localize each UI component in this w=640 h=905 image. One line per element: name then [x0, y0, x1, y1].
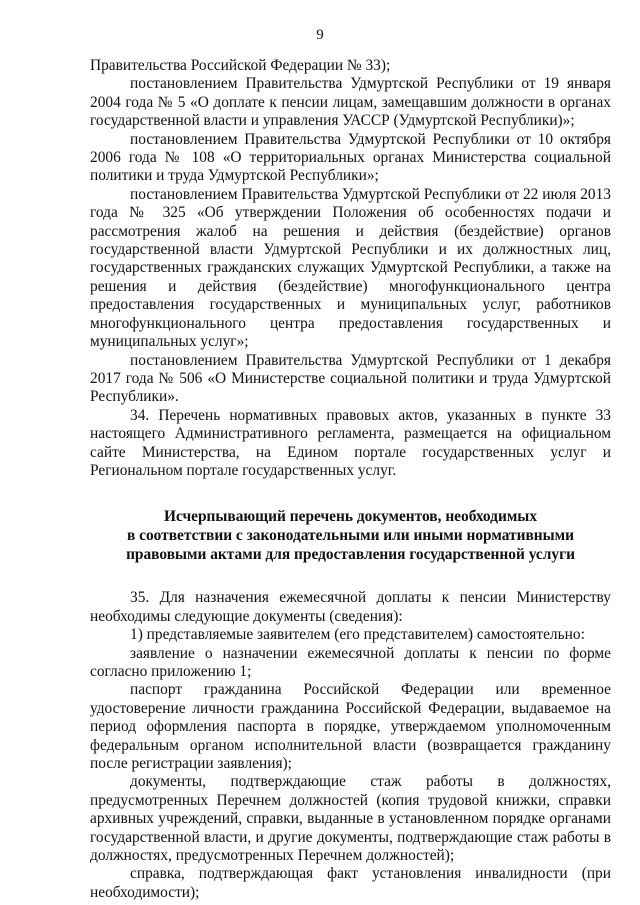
document-body [90, 57, 611, 902]
section-heading-line: правовыми актами для предоставления государственной услуги [126, 546, 575, 564]
paragraph-decree-2017: постановлением Правительства Удмуртской Республики от 1 декабря 2017 года № 506 «О Министерстве социальной политики и труда Удмуртской Республики». [90, 351, 611, 406]
section-heading-line: в соответствии с законодательными или иными нормативными [127, 527, 574, 545]
paragraph-passport: паспорт гражданина Российской Федерации или временное удостоверение личности гражданина Российской Федерации, выдаваемое на период оформления паспорта в порядке, утверждаемом уполномоченным федеральным органом исполнительной власти (возвращается гражданину после регистрации заявления); [90, 681, 611, 772]
paragraph-application: заявление о назначении ежемесячной доплаты к пенсии по форме согласно приложению 1; [90, 644, 611, 680]
section-heading [90, 507, 611, 564]
paragraph-disability-certificate: справка, подтверждающая факт установления инвалидности (при необходимости); [90, 865, 611, 901]
paragraph-decree-2013: постановлением Правительства Удмуртской Республики от 22 июля 2013 года № 325 «Об утверждении Положения об особенностях подачи и рассмотрения жалоб на решения и действия (бездействие) органов государственной власти Удмуртской Республики и их должностных лиц, государственных гражданских служащих Удмуртской Республики, а также на решения и действия (бездействие) многофункционального центра предоставления государственных и муниципальных услуг, работников многофункционального центра предоставления государственных и муниципальных услуг»; [90, 185, 611, 351]
paragraph-decree-2006: постановлением Правительства Удмуртской Республики от 10 октября 2006 года № 108 «О территориальных органах Министерства социальной политики и труда Удмуртской Республики»; [90, 130, 611, 185]
paragraph-item-35: 35. Для назначения ежемесячной доплаты к пенсии Министерству необходимы следующие документы (сведения): [90, 589, 611, 625]
paragraph-item-34: 34. Перечень нормативных правовых актов, указанных в пункте 33 настоящего Административного регламента, размещается на официальном сайте Министерства, на Едином портале государственных услуг и Региональном портале государственных услуг. [90, 406, 611, 479]
page-number: 9 [316, 27, 324, 43]
paragraph-continuation: Правительства Российской Федерации № 33); [90, 57, 391, 74]
section-heading-line: Исчерпывающий перечень документов, необходимых [163, 508, 538, 526]
paragraph-subitem-1: 1) представляемые заявителем (его представителем) самостоятельно: [130, 626, 585, 644]
paragraph-decree-2004: постановлением Правительства Удмуртской Республики от 19 января 2004 года № 5 «О доплате к пенсии лицам, замещавшим должности в органах государственной власти и управления УАССР (Удмуртской Республики)»; [90, 75, 611, 130]
paragraph-work-experience-docs: документы, подтверждающие стаж работы в должностях, предусмотренных Перечнем должностей (копия трудовой книжки, справки архивных учреждений, справки, выданные в установленном порядке органами государственной власти, и другие документы, подтверждающие стаж работы в должностях, предусмотренных Перечнем должностей); [90, 773, 611, 865]
